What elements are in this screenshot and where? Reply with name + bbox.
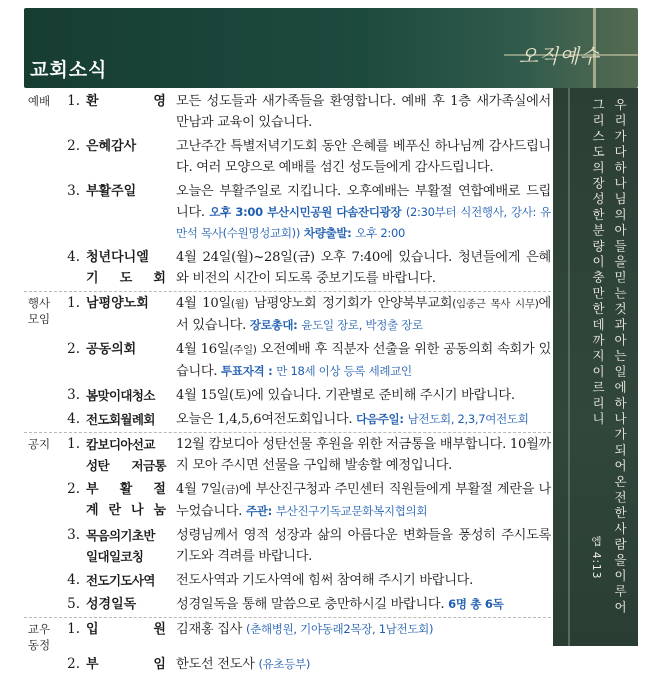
item-body: 성령님께서 영적 성장과 삶의 아름다운 변화들을 풍성히 주시도록 기도와 격려를 바랍니다. — [176, 528, 551, 564]
item-body: 모든 성도들과 새가족들을 환영합니다. 예배 후 1층 새가족실에서 만남과 교육이 있습니다. — [176, 94, 551, 130]
category-label: 행사 모임 — [27, 296, 51, 326]
item-body: 4월 16일(주일) 오전예배 후 직분자 선출을 위한 공동의회 속회가 있습니다. 투표자격 : 만 18세 이상 등록 세례교인 — [176, 342, 552, 379]
item-body: 4월 15일(토)에 있습니다. 기관별로 준비해 주시기 바랍니다. — [176, 388, 515, 403]
news-list — [24, 90, 551, 677]
item-body: 12월 캄보디아 성탄선물 후원을 위한 저금통을 배부합니다. 10월까지 모아 주시면 선물을 구입해 발송할 예정입니다. — [176, 437, 551, 473]
list-item: 5. 성경일독 성경일독을 통해 말씀으로 충만하시길 바랍니다. 6명 총 6독 — [24, 593, 551, 617]
item-label: 청년다니엘 기 도 회 — [86, 250, 166, 286]
item-label: 입 원 — [86, 622, 166, 637]
item-label: 전도기도사역 — [86, 573, 155, 588]
item-label: 봄맞이대청소 — [86, 388, 155, 403]
item-label: 부 임 — [86, 657, 166, 672]
category-label: 교우 동정 — [27, 622, 51, 652]
item-body: 오늘은 1,4,5,6여전도회입니다. 다음주일: 남전도회, 2,3,7여전도회 — [176, 412, 529, 427]
item-label: 남평양노회 — [86, 296, 149, 311]
category-label: 예배 — [27, 94, 51, 108]
item-body: 전도사역과 기도사역에 힘써 참여해 주시기 바랍니다. — [176, 573, 474, 588]
item-body: 한도선 전도사 (유초등부) — [176, 657, 311, 672]
item-label: 전도회월례회 — [86, 412, 155, 427]
list-item: 4. 전도기도사역 전도사역과 기도사역에 힘써 참여해 주시기 바랍니다. — [24, 569, 551, 593]
item-body: 고난주간 특별저녁기도회 동안 은혜를 베푸신 하나님께 감사드립니다. 여러 모양으로 예배를 섬긴 성도들에게 감사드립니다. — [176, 139, 551, 175]
item-label: 환 영 — [86, 94, 166, 109]
item-label: 성경일독 — [86, 597, 137, 612]
list-item: 2. 부 임 한도선 전도사 (유초등부) — [24, 653, 551, 677]
item-body: 오늘은 부활주일로 지킵니다. 오후예배는 부활절 연합예배로 드립니다. 오후 3:00 부산시민공원 다솜잔디광장 (2:30부터 식전행사, 강사: 유만석 목사(수원명성교회)) 차량출발: 오후 2:00 — [176, 184, 551, 240]
list-item: 4. 전도회월례회 오늘은 1,4,5,6여전도회입니다. 다음주일: 남전도회, 2,3,7여전도회 — [24, 408, 551, 432]
category-label: 공지 — [27, 437, 51, 451]
item-body: 김재홍 집사 (춘해병원, 기야동래2목장, 1남전도회) — [176, 622, 434, 637]
verse-reference: 엡 4:13 — [590, 536, 602, 580]
item-body: 4월 10일(월) 남평양노회 정기회가 안양북부교회(임종근 목사 시무)에서 있습니다. 장로총대: 윤도일 장로, 박정출 장로 — [176, 296, 551, 333]
item-label: 캄보디아선교 성탄 저금통 — [86, 437, 166, 473]
verse-text-col2: 그리스도의장성한분량이충만한데까지이르리니 — [590, 98, 606, 428]
item-label: 목음의기초반 일대일코칭 — [86, 528, 155, 564]
item-body: 4월 7일(금)에 부산진구청과 주민센터 직원들에게 부활절 계란을 나누었습니다. 주관: 부산진구기독교문화복지협의회 — [176, 482, 551, 519]
list-item: 4. 청년다니엘 기 도 회 4월 24일(월)~28일(금) 오후 7:40에 있습니다. 청년들에게 은혜와 비전의 시간이 되도록 중보기도를 바랍니다. — [24, 246, 551, 291]
item-body: 4월 24일(월)~28일(금) 오후 7:40에 있습니다. 청년들에게 은혜와 비전의 시간이 되도록 중보기도를 바랍니다. — [176, 250, 551, 286]
list-item: 행사 모임 1. 남평양노회 4월 10일(월) 남평양노회 정기회가 안양북부교회(임종근 목사 시무)에서 있습니다. 장로총대: 윤도일 장로, 박정출 장로 — [24, 291, 551, 338]
item-label: 은혜감사 — [86, 139, 137, 154]
list-item: 예배 1. 환 영 모든 성도들과 새가족들을 환영합니다. 예배 후 1층 새가족실에서 만남과 교육이 있습니다. — [24, 90, 551, 135]
item-label: 공동의회 — [86, 342, 137, 357]
item-body: 성경일독을 통해 말씀으로 충만하시길 바랍니다. 6명 총 6독 — [176, 597, 504, 612]
list-item: 교우 동정 1. 입 원 김재홍 집사 (춘해병원, 기야동래2목장, 1남전도회) — [24, 617, 551, 653]
logo: 오직예수 — [518, 44, 600, 68]
verse-sidebar — [553, 88, 638, 646]
list-item: 2. 공동의회 4월 16일(주일) 오전예배 후 직분자 선출을 위한 공동의회 속회가 있습니다. 투표자격 : 만 18세 이상 등록 세례교인 — [24, 338, 551, 384]
list-item: 3. 부활주일 오늘은 부활주일로 지킵니다. 오후예배는 부활절 연합예배로 드립니다. 오후 3:00 부산시민공원 다솜잔디광장 (2:30부터 식전행사, 강사: 유만석 목사(수원명성교회)) 차량출발: 오후 2:00 — [24, 180, 551, 246]
list-item: 3. 봄맞이대청소 4월 15일(토)에 있습니다. 기관별로 준비해 주시기 바랍니다. — [24, 384, 551, 408]
header-banner — [24, 8, 638, 88]
item-label: 부 활 절 계 란 나 눔 — [86, 482, 166, 518]
list-item: 3. 목음의기초반 일대일코칭 성령님께서 영적 성장과 삶의 아름다운 변화들을 풍성히 주시도록 기도와 격려를 바랍니다. — [24, 524, 551, 569]
verse-text-col1: 우리가다하나님의아들을믿는것과아는일에하나가되어온전한사람을이루어 — [612, 98, 628, 617]
list-item: 공지 1. 캄보디아선교 성탄 저금통 12월 캄보디아 성탄선물 후원을 위한 저금통을 배부합니다. 10월까지 모아 주시면 선물을 구입해 발송할 예정입니다. — [24, 432, 551, 478]
page-title: 교회소식 — [30, 59, 108, 81]
list-item: 2. 부 활 절 계 란 나 눔 4월 7일(금)에 부산진구청과 주민센터 직원들에게 부활절 계란을 나누었습니다. 주관: 부산진구기독교문화복지협의회 — [24, 478, 551, 524]
item-label: 부활주일 — [86, 184, 137, 199]
list-item: 2. 은혜감사 고난주간 특별저녁기도회 동안 은혜를 베푸신 하나님께 감사드립니다. 여러 모양으로 예배를 섬긴 성도들에게 감사드립니다. — [24, 135, 551, 180]
